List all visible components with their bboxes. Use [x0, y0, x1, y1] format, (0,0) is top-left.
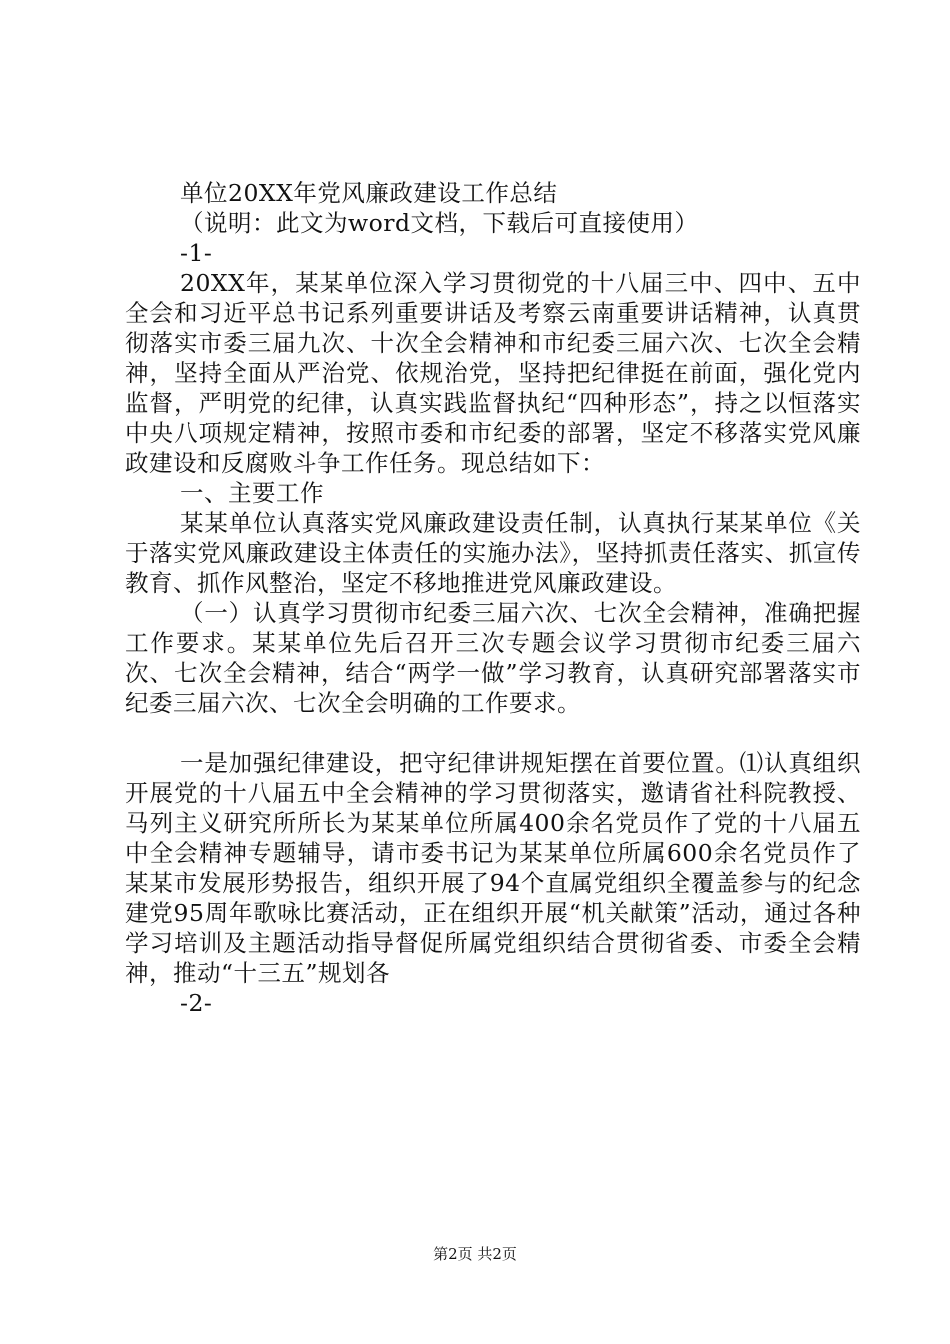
paragraph-discipline: 一是加强纪律建设，把守纪律讲规矩摆在首要位置。⑴认真组织开展党的十八届五中全会精神的学习贯彻落实，邀请省社科院教授、马列主义研究所所长为某某单位所属400余名党员作了党的十八届五中全会精神专题辅导，请市委书记为某某单位所属600余名党员作了某某市发展形势报告，组织开展了94个直属党组织全覆盖参与的纪念建党95周年歌咏比赛活动，正在组织开展“机关献策”活动，通过各种学习培训及主题活动指导督促所属党组织结合贯彻省委、市委全会精神，推动“十三五”规划各 — [125, 749, 861, 987]
paragraph-gap — [125, 718, 861, 748]
section-heading-main-work: 一、主要工作 — [180, 479, 324, 507]
paragraph-main-work: 某某单位认真落实党风廉政建设责任制，认真执行某某单位《关于落实党风廉政建设主体责任的实施办法》，坚持抓责任落实、抓宣传教育、抓作风整治，坚定不移地推进党风廉政建设。 — [125, 509, 861, 597]
document-body — [125, 178, 861, 1018]
paragraph-subsection-1: （一）认真学习贯彻市纪委三届六次、七次全会精神，准确把握工作要求。某某单位先后召开三次专题会议学习贯彻市纪委三届六次、七次全会精神，结合“两学一做”学习教育，认真研究部署落实市纪委三届六次、七次全会明确的工作要求。 — [125, 599, 861, 717]
document-note: （说明：此文为word文档，下载后可直接使用） — [180, 209, 699, 237]
paragraph-intro: 20XX年，某某单位深入学习贯彻党的十八届三中、四中、五中全会和习近平总书记系列重要讲话及考察云南重要讲话精神，认真贯彻落实市委三届九次、十次全会精神和市纪委三届六次、七次全会精神，坚持全面从严治党、依规治党，坚持把纪律挺在前面，强化党内监督，严明党的纪律，认真实践监督执纪“四种形态”，持之以恒落实中央八项规定精神，按照市委和市纪委的部署，坚定不移落实党风廉政建设和反腐败斗争工作任务。现总结如下： — [125, 269, 861, 477]
page-footer: 第2页 共2页 — [433, 1245, 517, 1263]
page-marker-1: -1- — [180, 239, 213, 267]
document-title: 单位20XX年党风廉政建设工作总结 — [180, 179, 558, 207]
page-marker-2: -2- — [180, 989, 213, 1017]
